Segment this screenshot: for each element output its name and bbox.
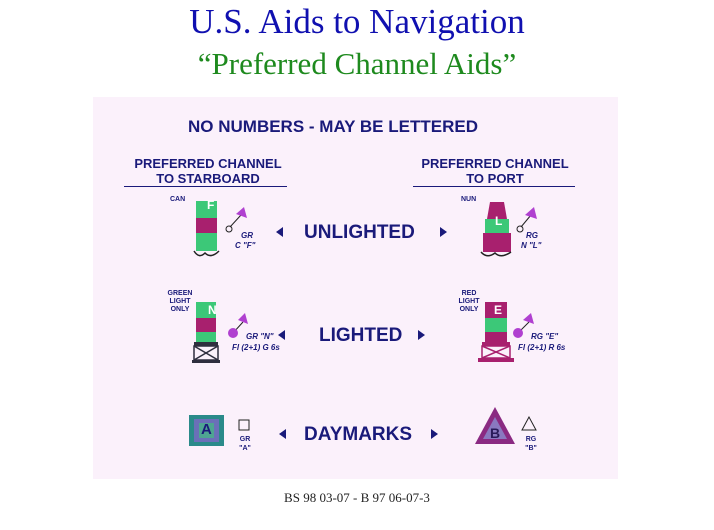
square-shape-icon: [239, 420, 249, 430]
can-code-2: C "F": [235, 241, 256, 250]
daymark-code-left-1: GR: [239, 436, 251, 443]
arrow-left-icon: [279, 429, 286, 439]
lighted-code-left-1: GR "N": [246, 332, 274, 341]
red-light-note-line3: ONLY: [459, 306, 479, 313]
panel-heading: NO NUMBERS - MAY BE LETTERED: [188, 117, 478, 136]
daymark-code-right-1: RG: [525, 436, 537, 443]
green-light-note-line2: LIGHT: [169, 298, 191, 305]
row-label-lighted: LIGHTED: [319, 325, 403, 346]
page-title: U.S. Aids to Navigation: [189, 2, 525, 41]
lighted-code-left-2: Fl (2+1) G 6s: [232, 343, 280, 352]
nun-code-1: RG: [526, 231, 538, 240]
nun-letter: L: [495, 214, 503, 228]
left-header-line1: PREFERRED CHANNEL: [134, 156, 282, 171]
daymark-code-right-2: "B": [525, 445, 537, 452]
nun-code-2: N "L": [521, 241, 542, 250]
arrow-right-icon: [418, 330, 425, 340]
right-header: [410, 156, 580, 186]
lighted-letter-right: E: [494, 303, 503, 317]
left-header-underline: [124, 186, 287, 187]
aids-diagram: [93, 97, 618, 479]
can-label: CAN: [170, 196, 186, 203]
green-light-note-line3: ONLY: [170, 306, 190, 313]
right-header-underline: [413, 186, 575, 187]
arrow-right-icon: [440, 227, 447, 237]
triangle-shape-icon: [522, 417, 536, 430]
left-header: [123, 156, 293, 186]
green-light-flag-icon: [228, 313, 248, 338]
right-header-line1: PREFERRED CHANNEL: [421, 156, 569, 171]
daymark-code-left-2: "A": [239, 445, 251, 452]
right-header-line2: TO PORT: [466, 171, 524, 186]
arrow-left-icon: [276, 227, 283, 237]
green-light-note: [165, 290, 195, 314]
left-header-line2: TO STARBOARD: [156, 171, 260, 186]
green-light-note-line1: GREEN: [167, 290, 193, 297]
arrow-right-icon: [431, 429, 438, 439]
daymark-letter-left: A: [201, 421, 212, 438]
row-label-daymarks: DAYMARKS: [304, 424, 413, 445]
red-light-note-line2: LIGHT: [458, 298, 480, 305]
lighted-code-right-1: RG "E": [531, 332, 559, 341]
nun-buoy-icon: [481, 202, 511, 256]
row-label-unlighted: UNLIGHTED: [304, 222, 415, 243]
red-light-note-line1: RED: [461, 290, 477, 297]
can-code-1: GR: [241, 231, 253, 240]
footer-reference: BS 98 03-07 - B 97 06-07-3: [284, 490, 430, 505]
page-subtitle: “Preferred Channel Aids”: [197, 46, 517, 81]
lighted-code-right-2: Fl (2+1) R 6s: [518, 343, 566, 352]
nun-label: NUN: [461, 196, 477, 203]
arrow-left-icon: [278, 330, 285, 340]
green-flag-icon: [226, 207, 247, 232]
lighted-letter-left: N: [208, 303, 217, 317]
daymark-letter-right: B: [490, 425, 501, 441]
red-light-note: [454, 290, 484, 314]
red-flag-icon: [517, 207, 537, 232]
can-letter: F: [207, 198, 215, 212]
